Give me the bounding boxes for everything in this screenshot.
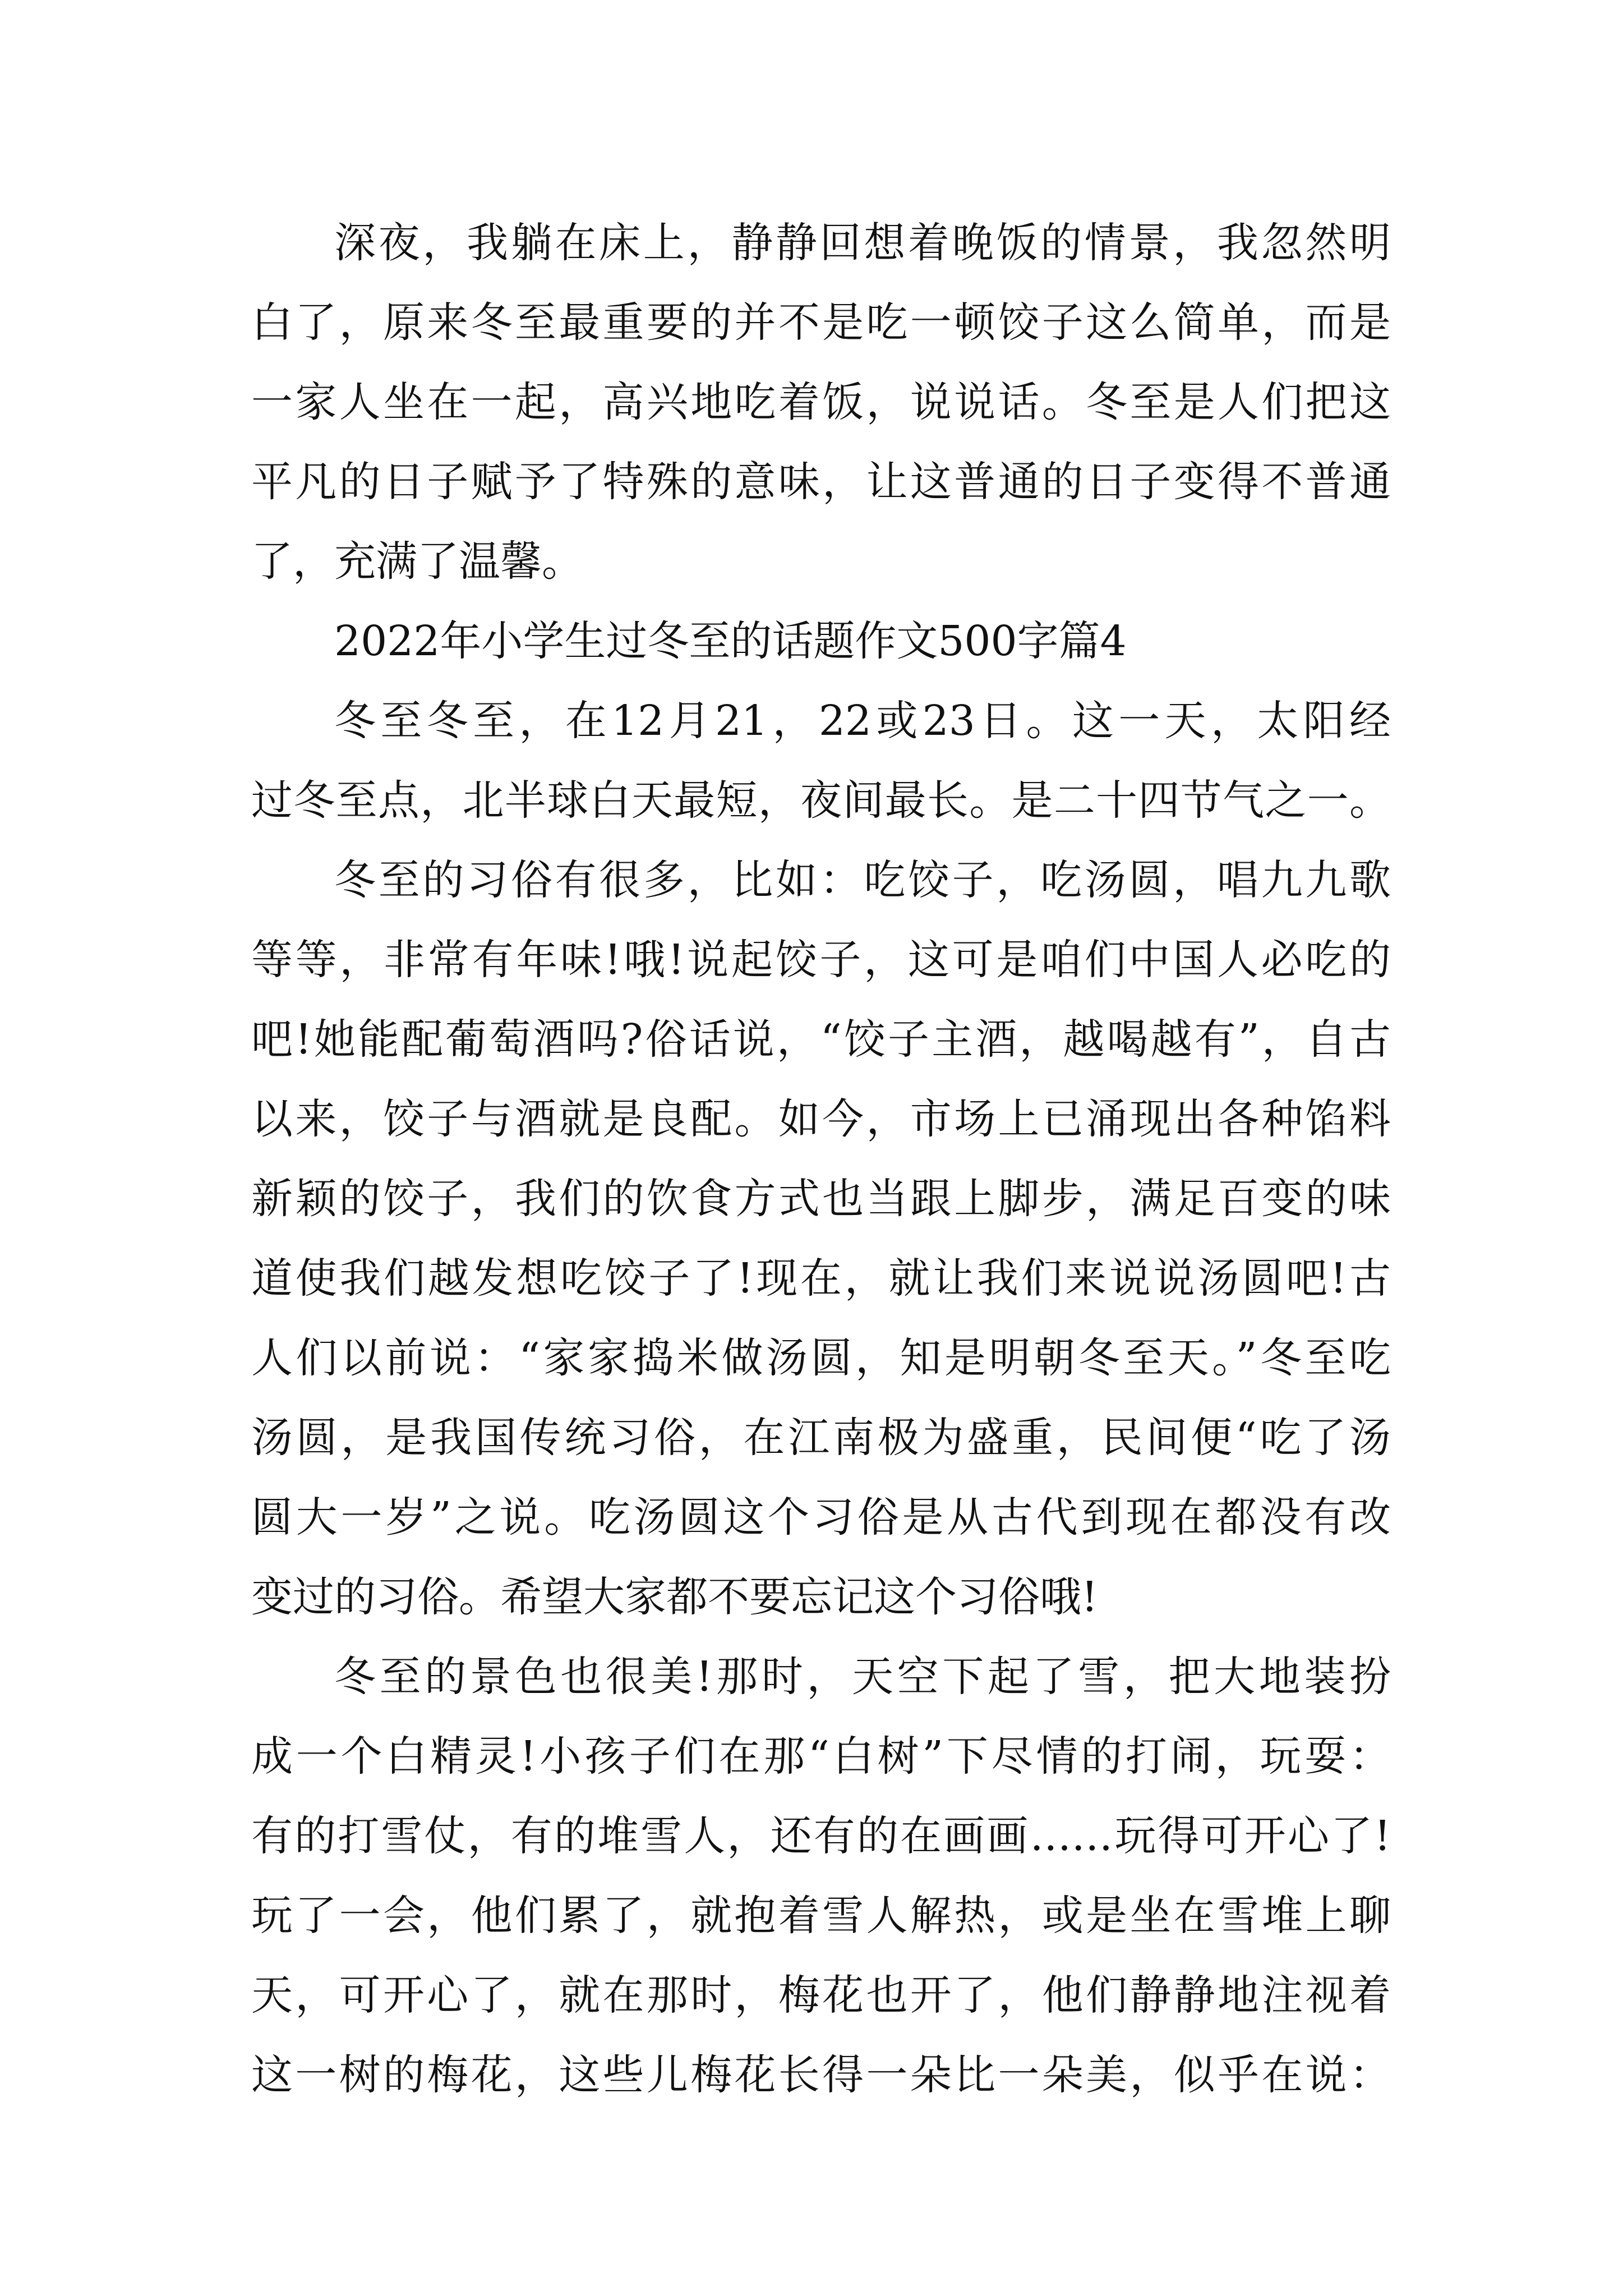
text-line: 吧!她能配葡萄酒吗?俗话说，“饺子主酒，越喝越有”，自古 [251,1015,1391,1064]
text-line: 冬至冬至，在12月21，22或23日。这一天，太阳经 [334,697,1391,745]
text-line: 过冬至点，北半球白天最短，夜间最长。是二十四节气之一。 [251,776,1391,825]
text-line: 平凡的日子赋予了特殊的意味，让这普通的日子变得不普通 [251,458,1391,506]
text-line: 这一树的梅花，这些儿梅花长得一朵比一朵美，似乎在说： [251,2051,1391,2099]
text-line: 人们以前说：“家家捣米做汤圆，知是明朝冬至天。”冬至吃 [251,1334,1391,1382]
text-line: 天，可开心了，就在那时，梅花也开了，他们静静地注视着 [251,1971,1391,2019]
section-heading: 2022年小学生过冬至的话题作文500字篇4 [334,617,1127,665]
text-line: 白了，原来冬至最重要的并不是吃一顿饺子这么简单，而是 [251,298,1391,347]
text-line: 成一个白精灵!小孩子们在那“白树”下尽情的打闹，玩耍： [251,1732,1391,1780]
text-line: 一家人坐在一起，高兴地吃着饭，说说话。冬至是人们把这 [251,378,1391,426]
text-line: 冬至的景色也很美!那时，天空下起了雪，把大地装扮 [334,1653,1391,1701]
text-line: 深夜，我躺在床上，静静回想着晚饭的情景，我忽然明 [334,219,1391,267]
text-line: 汤圆，是我国传统习俗，在江南极为盛重，民间便“吃了汤 [251,1414,1391,1462]
text-line: 冬至的习俗有很多，比如：吃饺子，吃汤圆，唱九九歌 [334,856,1391,904]
text-line: 玩了一会，他们累了，就抱着雪人解热，或是坐在雪堆上聊 [251,1892,1391,1940]
text-line: 以来，饺子与酒就是良配。如今，市场上已涌现出各种馅料 [251,1095,1391,1143]
text-line: 等等，非常有年味!哦!说起饺子，这可是咱们中国人必吃的 [251,936,1391,984]
text-line: 变过的习俗。希望大家都不要忘记这个习俗哦! [251,1573,1098,1621]
text-line: 圆大一岁”之说。吃汤圆这个习俗是从古代到现在都没有改 [251,1493,1391,1542]
text-line: 新颖的饺子，我们的饮食方式也当跟上脚步，满足百变的味 [251,1175,1391,1223]
text-line: 道使我们越发想吃饺子了!现在，就让我们来说说汤圆吧!古 [251,1254,1391,1303]
text-line: 了，充满了温馨。 [251,537,583,586]
text-line: 有的打雪仗，有的堆雪人，还有的在画画……玩得可开心了! [251,1812,1391,1860]
essay-text [251,203,1391,2115]
